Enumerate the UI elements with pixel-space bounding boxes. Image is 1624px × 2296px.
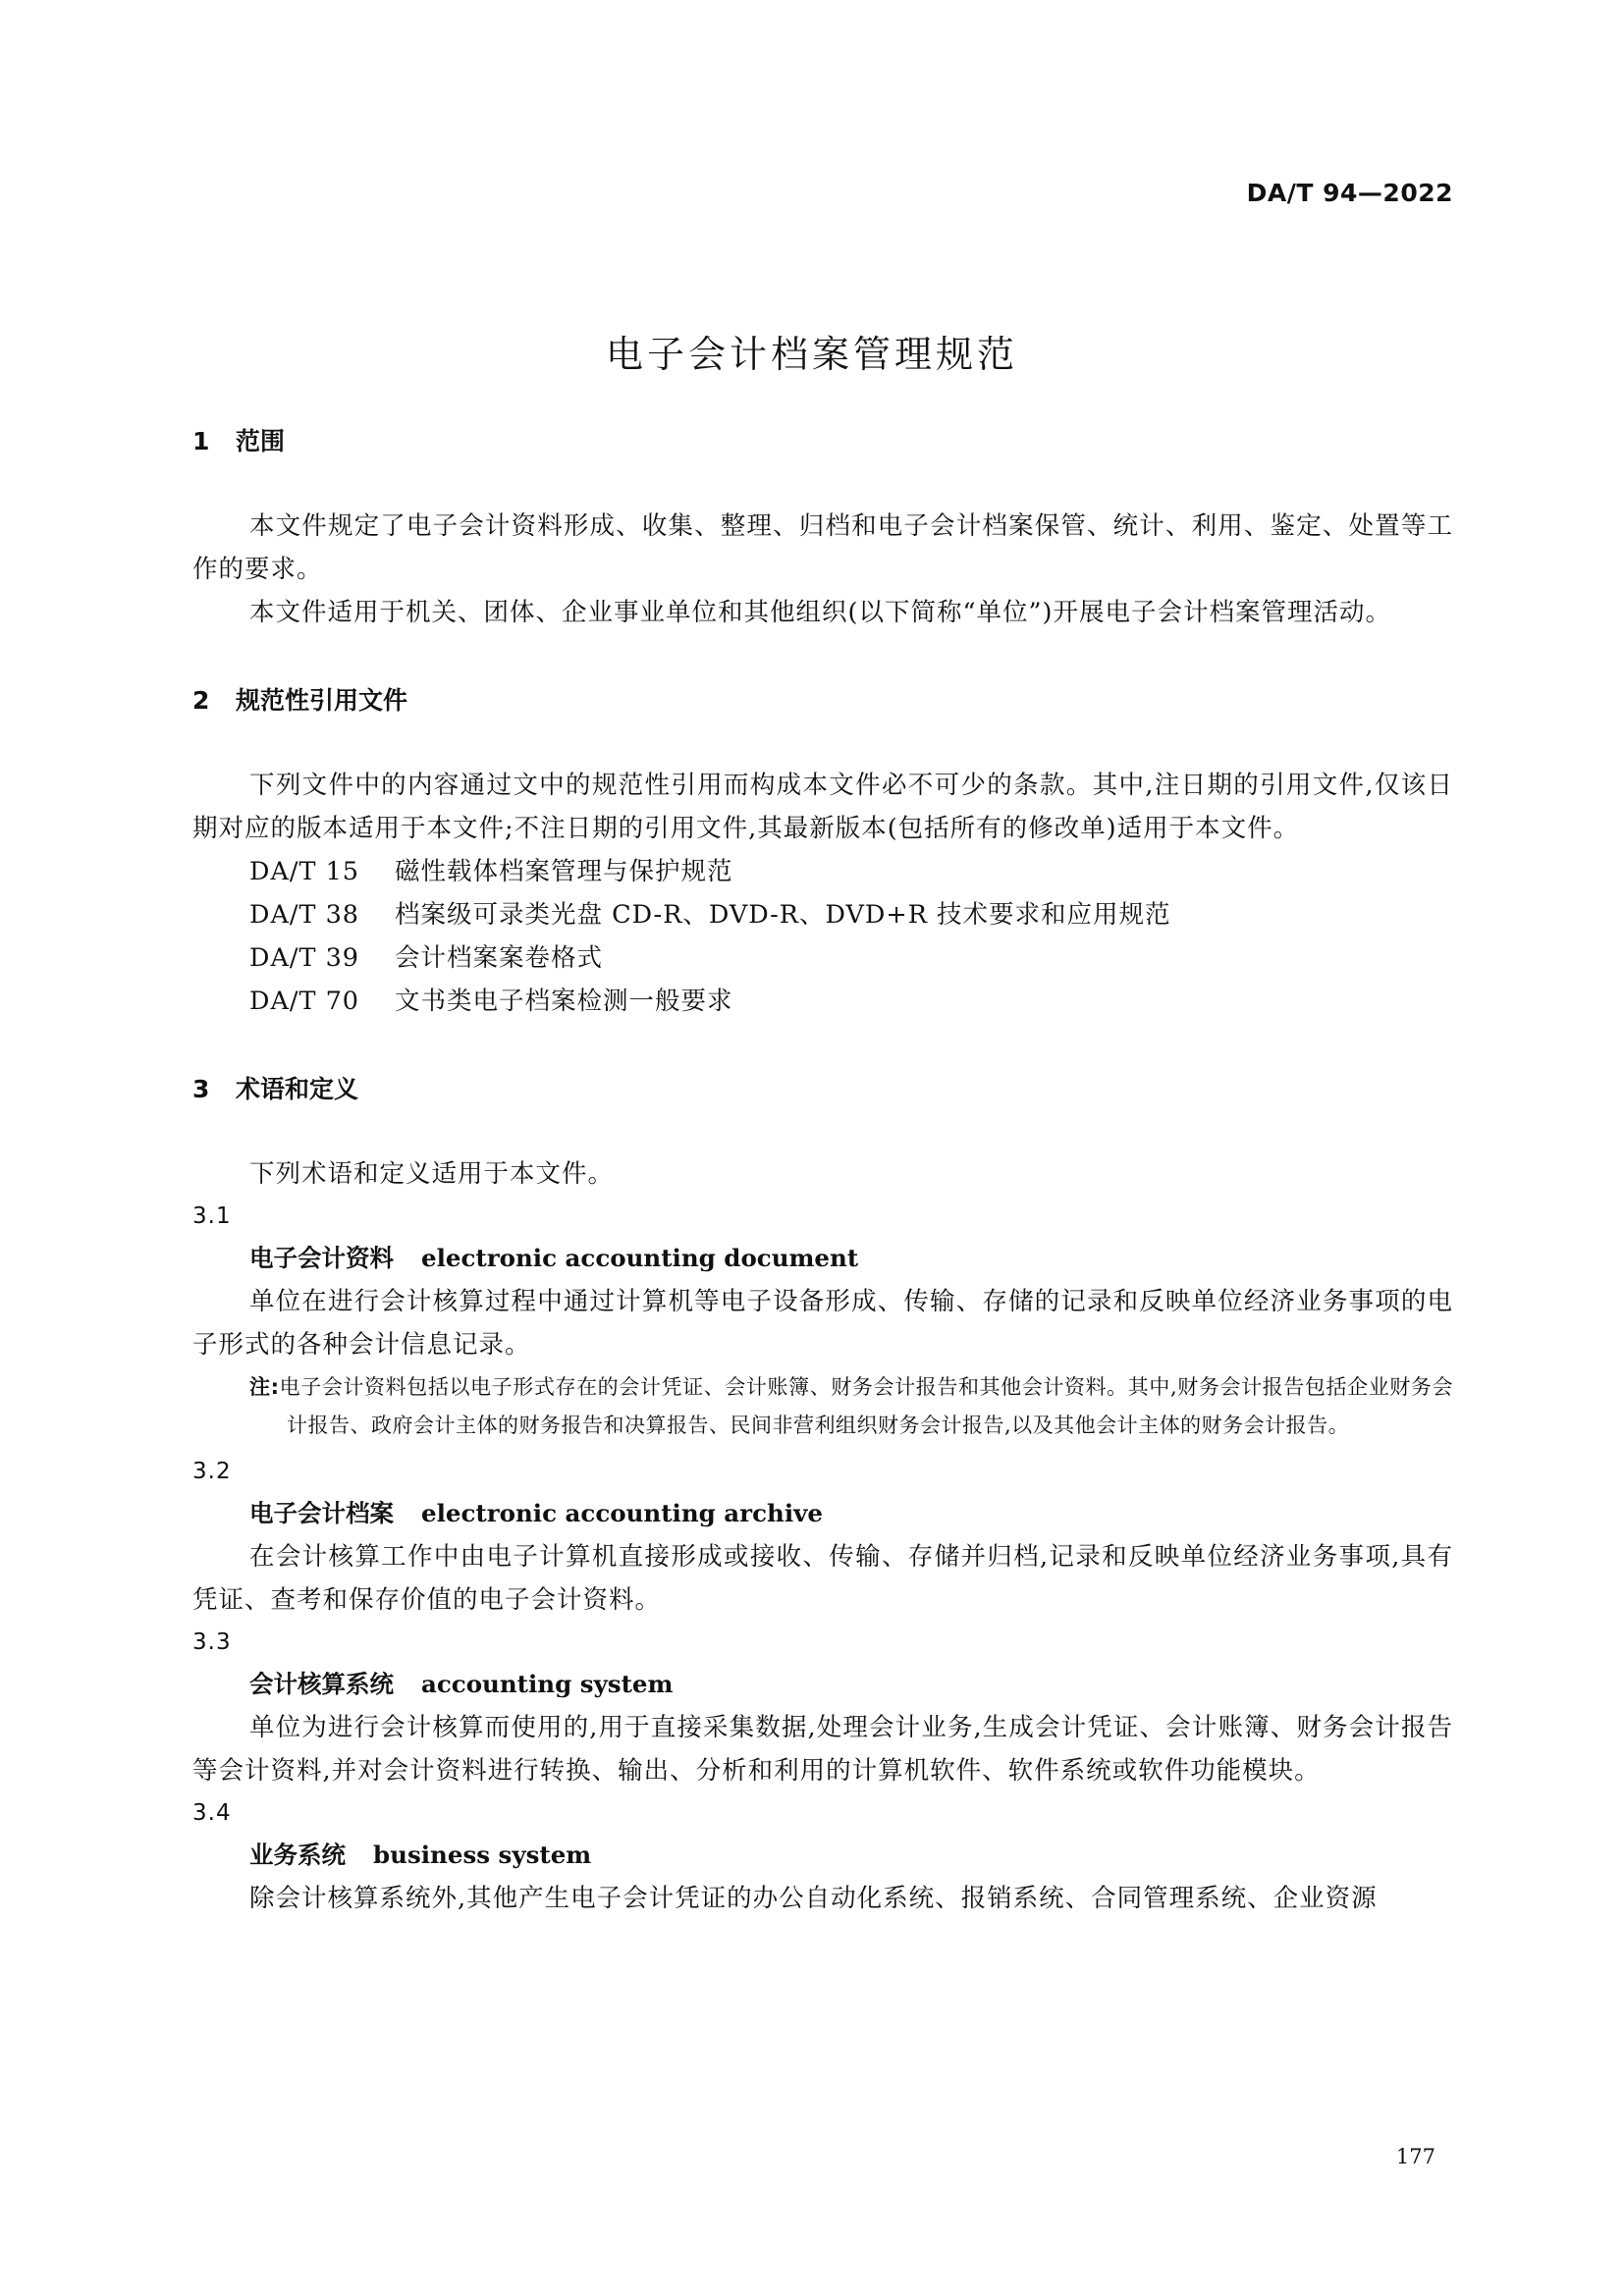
note-text: 电子会计资料包括以电子形式存在的会计凭证、会计账簿、财务会计报告和其他会计资料。其中,财务会计报告包括企业财务会计报告、政府会计主体的财务报告和决算报告、民间非营利组织财务会计报告,以及其他会计主体的财务会计报告。 [279,1375,1454,1437]
term-en: accounting system [421,1670,674,1698]
document-title: 电子会计档案管理规范 [605,333,1018,376]
reference-title: 档案级可录类光盘 CD-R、DVD-R、DVD+R 技术要求和应用规范 [395,900,1171,930]
section-2-heading [192,679,1453,722]
term-name [192,1237,1453,1280]
document-code: DA/T 94—2022 [1246,179,1453,207]
reference-code: DA/T 15 [249,857,360,886]
document-body [192,420,1453,1920]
term-definition: 单位为进行会计核算而使用的,用于直接采集数据,处理会计业务,生成会计凭证、会计账簿、财务会计报告等会计资料,并对会计资料进行转换、输出、分析和利用的计算机软件、软件系统或软件功能模块。 [192,1713,1453,1786]
section-1-heading [192,420,1453,463]
paragraph: 下列文件中的内容通过文中的规范性引用而构成本文件必不可少的条款。其中,注日期的引用文件,仅该日期对应的版本适用于本文件;不注日期的引用文件,其最新版本(包括所有的修改单)适用于本文件。 [192,771,1453,843]
reference-item [192,850,1453,893]
reference-title: 磁性载体档案管理与保护规范 [395,857,733,886]
term-note [192,1368,1453,1445]
term-number: 3.1 [192,1203,232,1229]
term-definition: 除会计核算系统外,其他产生电子会计凭证的办公自动化系统、报销系统、合同管理系统、企业资源 [249,1884,1378,1913]
reference-item [192,893,1453,936]
term-number: 3.3 [192,1629,232,1655]
section-title: 规范性引用文件 [236,686,408,715]
paragraph: 本文件适用于机关、团体、企业事业单位和其他组织(以下简称“单位”)开展电子会计档案管理活动。 [249,598,1391,627]
section-3-heading [192,1068,1453,1111]
term-definition: 单位在进行会计核算过程中通过计算机等电子设备形成、传输、存储的记录和反映单位经济业务事项的电子形式的各种会计信息记录。 [192,1287,1453,1360]
section-title: 术语和定义 [236,1075,359,1103]
term-zh: 电子会计档案 [249,1499,394,1527]
section-number: 1 [192,427,210,455]
section-number: 2 [192,686,210,715]
term-number: 3.4 [192,1800,232,1826]
term-name [192,1492,1453,1535]
term-en: electronic accounting document [421,1244,859,1272]
reference-item [192,936,1453,980]
term-number: 3.2 [192,1459,232,1484]
term-zh: 会计核算系统 [249,1670,394,1698]
term-zh: 业务系统 [249,1841,346,1869]
term-en: electronic accounting archive [421,1499,823,1527]
reference-code: DA/T 70 [249,987,360,1016]
term-definition: 在会计核算工作中由电子计算机直接形成或接收、传输、存储并归档,记录和反映单位经济业务事项,具有凭证、查考和保存价值的电子会计资料。 [192,1542,1453,1615]
reference-title: 会计档案案卷格式 [395,943,604,973]
reference-code: DA/T 39 [249,943,360,973]
note-label: 注: [249,1375,280,1399]
term-zh: 电子会计资料 [249,1244,394,1272]
term-en: business system [373,1841,592,1869]
page-number: 177 [1395,2145,1435,2168]
section-number: 3 [192,1075,210,1103]
section-title: 范围 [236,427,286,455]
term-name [192,1663,1453,1706]
reference-code: DA/T 38 [249,900,360,930]
reference-title: 文书类电子档案检测一般要求 [395,987,733,1016]
paragraph: 下列术语和定义适用于本文件。 [249,1159,615,1189]
paragraph: 本文件规定了电子会计资料形成、收集、整理、归档和电子会计档案保管、统计、利用、鉴定、处置等工作的要求。 [192,511,1453,584]
term-name [192,1834,1453,1877]
reference-item [192,980,1453,1023]
